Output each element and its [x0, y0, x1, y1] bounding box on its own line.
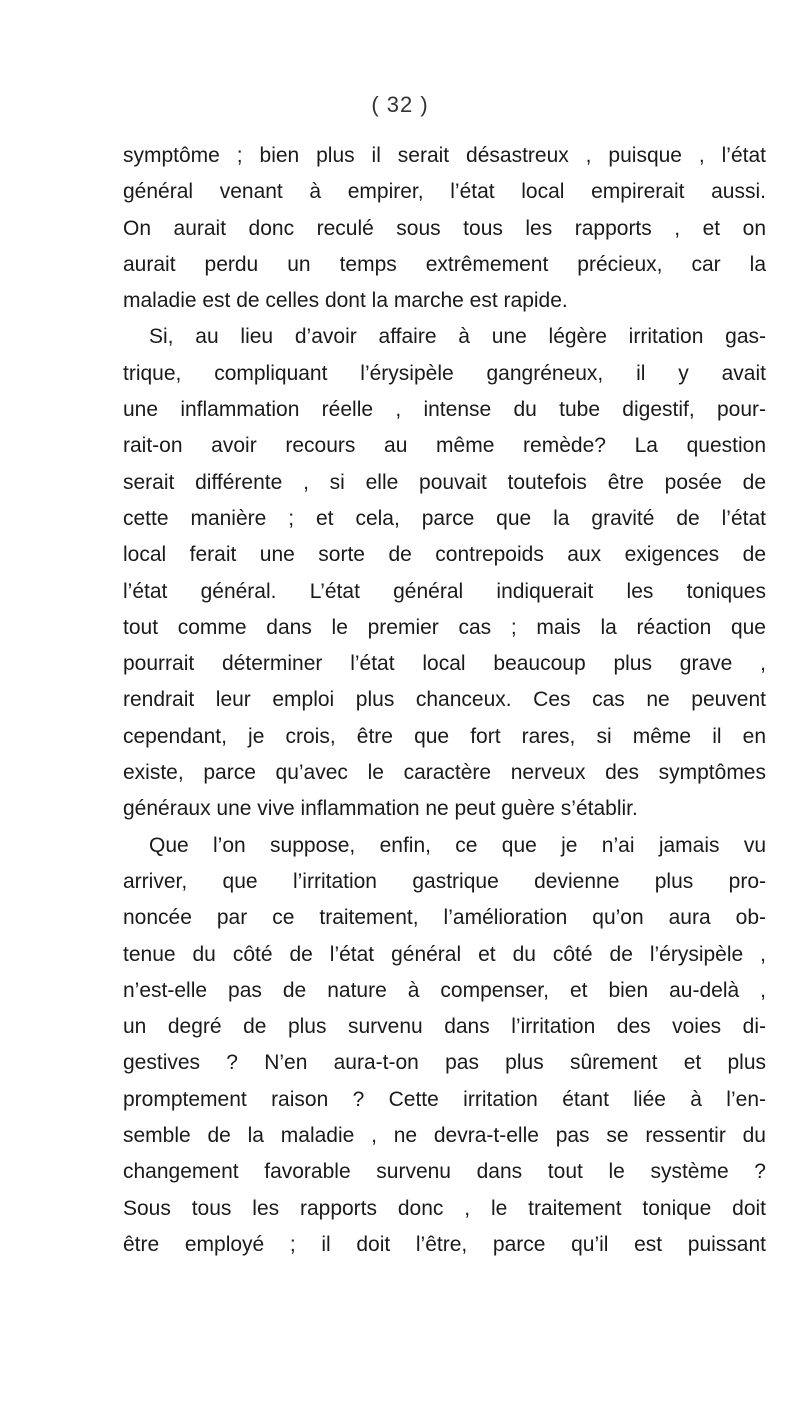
text-line: tout comme dans le premier cas ; mais la réaction que: [123, 615, 766, 639]
text-line: pourrait déterminer l’état local beaucoup plus grave ,: [123, 652, 766, 676]
text-line: aurait perdu un temps extrêmement précieux, car la: [123, 252, 766, 276]
text-line: n’est-elle pas de nature à compenser, et bien au-delà ,: [123, 978, 766, 1002]
text-line: existe, parce qu’avec le caractère nerveux des symptômes: [123, 761, 766, 785]
text-line: être employé ; il doit l’être, parce qu’il est puissant: [123, 1232, 766, 1256]
text-line: changement favorable survenu dans tout le système ?: [123, 1160, 766, 1184]
text-line: symptôme ; bien plus il serait désastreux , puisque , l’état: [123, 144, 766, 167]
text-line: noncée par ce traitement, l’amélioration qu’on aura ob-: [123, 906, 766, 930]
text-line: une inflammation réelle , intense du tube digestif, pour-: [123, 398, 766, 422]
text-line: rait-on avoir recours au même remède? La question: [123, 434, 766, 458]
text-line: l’état général. L’état général indiquerait les toniques: [123, 579, 766, 603]
text-line: Si, au lieu d’avoir affaire à une légère irritation gas-: [149, 325, 766, 349]
text-line: tenue du côté de l’état général et du côté de l’érysipèle ,: [123, 942, 766, 966]
text-line: Que l’on suppose, enfin, ce que je n’ai jamais vu: [149, 833, 766, 857]
text-line: serait différente , si elle pouvait toutefois être posée de: [123, 470, 766, 494]
body-text: [123, 138, 766, 1263]
text-line: un degré de plus survenu dans l’irritation des voies di-: [123, 1015, 766, 1039]
text-line: local ferait une sorte de contrepoids aux exigences de: [123, 543, 766, 567]
text-line: arriver, que l’irritation gastrique devienne plus pro-: [123, 869, 766, 893]
text-line: cependant, je crois, être que fort rares, si même il en: [123, 724, 766, 748]
text-line: Sous tous les rapports donc , le traitement tonique doit: [123, 1196, 766, 1220]
text-line: gestives ? N’en aura-t-on pas plus sûrement et plus: [123, 1051, 766, 1075]
text-line: semble de la maladie , ne devra-t-elle pas se ressentir du: [123, 1124, 766, 1148]
page-number: ( 32 ): [371, 92, 429, 117]
text-line: cette manière ; et cela, parce que la gravité de l’état: [123, 506, 766, 530]
text-line: général venant à empirer, l’état local empirerait aussi.: [123, 180, 766, 204]
text-line: généraux une vive inflammation ne peut guère s’établir.: [123, 797, 638, 821]
text-line: trique, compliquant l’érysipèle gangréneux, il y avait: [123, 361, 766, 385]
text-line: rendrait leur emploi plus chanceux. Ces cas ne peuvent: [123, 688, 766, 712]
text-line: promptement raison ? Cette irritation étant liée à l’en-: [123, 1087, 766, 1111]
text-line: maladie est de celles dont la marche est rapide.: [123, 289, 568, 313]
text-line: On aurait donc reculé sous tous les rapports , et on: [123, 216, 766, 240]
